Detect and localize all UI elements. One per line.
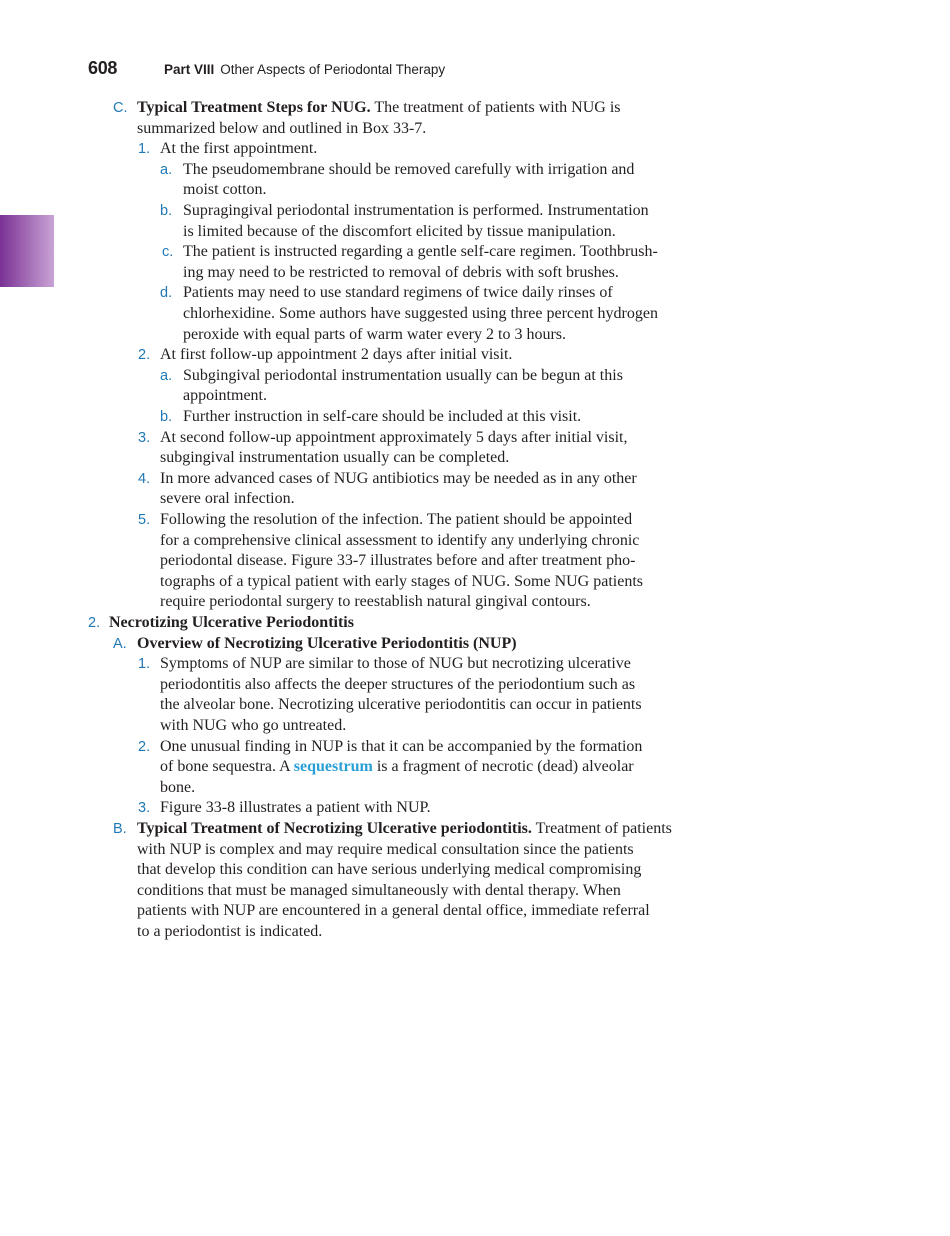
body-text: Patients may need to use standard regimens of twice daily rinses of bbox=[183, 284, 613, 302]
list-marker: C. bbox=[113, 100, 128, 116]
body-text: chlorhexidine. Some authors have suggested using three percent hydrogen bbox=[183, 305, 658, 322]
body-text: require periodontal surgery to reestablish natural gingival contours. bbox=[160, 593, 591, 611]
list-item bbox=[0, 798, 950, 819]
text-line bbox=[0, 551, 950, 572]
list-marker: b. bbox=[160, 409, 173, 425]
body-text: subgingival instrumentation usually can be completed. bbox=[160, 449, 510, 467]
text-line bbox=[0, 386, 950, 407]
part-title-text: Other Aspects of Periodontal Therapy bbox=[220, 62, 446, 77]
list-item bbox=[0, 428, 950, 449]
sub-list-item bbox=[0, 160, 950, 181]
body-text: the alveolar bone. Necrotizing ulcerative periodontitis can occur in patients bbox=[160, 696, 642, 714]
list-marker: a. bbox=[160, 367, 173, 384]
body-text: The pseudomembrane should be removed carefully with irrigation and bbox=[183, 160, 635, 178]
body-text: with NUG who go untreated. bbox=[160, 717, 347, 734]
body-text: summarized below and outlined in Box 33-7. bbox=[137, 119, 427, 137]
part-title bbox=[164, 62, 445, 77]
subsection-heading: Typical Treatment of Necrotizing Ulcerative periodontitis. bbox=[137, 820, 532, 837]
list-item bbox=[0, 510, 950, 531]
body-text: Supragingival periodontal instrumentation is performed. Instrumentation bbox=[183, 202, 649, 219]
text-line bbox=[0, 325, 950, 346]
list-marker: 4. bbox=[138, 470, 151, 487]
list-item bbox=[0, 469, 950, 490]
text-line bbox=[0, 675, 950, 696]
section-2-heading-line bbox=[0, 613, 950, 634]
list-item bbox=[0, 139, 950, 160]
body-text: One unusual finding in NUP is that it can be accompanied by the formation bbox=[160, 737, 643, 755]
body-text: severe oral infection. bbox=[160, 490, 295, 508]
text-line bbox=[0, 304, 950, 325]
text-line bbox=[0, 180, 950, 201]
sub-list-item bbox=[0, 407, 950, 428]
page-number: 608 bbox=[88, 58, 118, 78]
body-text: Further instruction in self-care should be included at this visit. bbox=[183, 408, 582, 425]
body-text: The treatment of patients with NUG is bbox=[370, 99, 621, 116]
list-marker: 1. bbox=[138, 141, 151, 158]
text-line bbox=[0, 922, 950, 943]
body-text: At first follow-up appointment 2 days after initial visit. bbox=[160, 346, 513, 364]
part-label: Part VIII bbox=[164, 62, 215, 77]
text-line bbox=[0, 860, 950, 881]
list-marker: b. bbox=[160, 203, 173, 219]
list-item bbox=[0, 654, 950, 675]
list-marker: B. bbox=[113, 821, 127, 837]
text-line bbox=[0, 263, 950, 284]
list-marker: 3. bbox=[138, 429, 151, 446]
body-text: Symptoms of NUP are similar to those of NUG but necrotizing ulcerative bbox=[160, 655, 631, 673]
body-text: In more advanced cases of NUG antibiotics may be needed as in any other bbox=[160, 469, 637, 487]
text-line bbox=[0, 119, 950, 140]
sub-list-item bbox=[0, 366, 950, 387]
list-marker: 2. bbox=[138, 738, 151, 755]
body-text: Subgingival periodontal instrumentation usually can be begun at this bbox=[183, 366, 623, 384]
subsection-heading: Overview of Necrotizing Ulcerative Periodontitis (NUP) bbox=[137, 634, 517, 652]
body-text: with NUP is complex and may require medical consultation since the patients bbox=[137, 840, 634, 858]
text-line bbox=[0, 901, 950, 922]
section-c-heading-line bbox=[0, 98, 950, 119]
list-marker: d. bbox=[160, 285, 173, 302]
body-text: is limited because of the discomfort elicited by tissue manipulation. bbox=[183, 222, 616, 240]
body-text: ing may need to be restricted to removal of debris with soft brushes. bbox=[183, 263, 619, 281]
running-header bbox=[88, 58, 446, 79]
text-line bbox=[0, 592, 950, 613]
list-marker: 3. bbox=[138, 800, 151, 817]
body-text: At the first appointment. bbox=[160, 140, 318, 158]
body-text: that develop this condition can have serious underlying medical compromising bbox=[137, 861, 642, 879]
text-line bbox=[0, 840, 950, 861]
text-line bbox=[0, 716, 950, 737]
body-text: tographs of a typical patient with early stages of NUG. Some NUG patients bbox=[160, 572, 643, 590]
text-line bbox=[0, 572, 950, 593]
glossary-term-link[interactable]: sequestrum bbox=[293, 758, 373, 776]
list-marker: 1. bbox=[138, 656, 151, 673]
body-text: conditions that must be managed simultaneously with dental therapy. When bbox=[137, 881, 621, 899]
section-heading: Necrotizing Ulcerative Periodontitis bbox=[109, 614, 354, 631]
text-line bbox=[0, 222, 950, 243]
body-text: peroxide with equal parts of warm water every 2 to 3 hours. bbox=[183, 325, 566, 343]
sub-list-item bbox=[0, 283, 950, 304]
body-text: moist cotton. bbox=[183, 181, 267, 199]
list-marker: c. bbox=[162, 244, 174, 261]
body-text: At second follow-up appointment approximately 5 days after initial visit, bbox=[160, 428, 628, 446]
text-line bbox=[0, 757, 950, 778]
sub-list-item bbox=[0, 242, 950, 263]
body-text: appointment. bbox=[183, 387, 267, 405]
body-text: patients with NUP are encountered in a general dental office, immediate referral bbox=[137, 902, 650, 920]
list-marker: 2. bbox=[88, 615, 101, 631]
list-item bbox=[0, 737, 950, 758]
body-text: Figure 33-8 illustrates a patient with NUP. bbox=[160, 799, 431, 817]
body-text: is a fragment of necrotic (dead) alveolar bbox=[372, 758, 634, 776]
body-text: bone. bbox=[160, 778, 196, 796]
text-line bbox=[0, 881, 950, 902]
subsection-a-heading-line bbox=[0, 634, 950, 655]
list-item bbox=[0, 345, 950, 366]
sub-list-item bbox=[0, 201, 950, 222]
list-marker: A. bbox=[113, 635, 127, 652]
list-marker: a. bbox=[160, 161, 173, 178]
body-text: periodontal disease. Figure 33-7 illustrates before and after treatment pho- bbox=[160, 552, 636, 570]
body-text: to a periodontist is indicated. bbox=[137, 923, 323, 940]
text-line bbox=[0, 531, 950, 552]
text-line bbox=[0, 448, 950, 469]
text-line bbox=[0, 778, 950, 799]
body-text: Treatment of patients bbox=[531, 820, 672, 837]
subsection-b-heading-line bbox=[0, 819, 950, 840]
text-line bbox=[0, 695, 950, 716]
body-text: periodontitis also affects the deeper structures of the periodontium such as bbox=[160, 675, 636, 693]
list-marker: 5. bbox=[138, 512, 151, 528]
list-marker: 2. bbox=[138, 347, 151, 364]
body-text: of bone sequestra. A bbox=[160, 758, 294, 776]
body-text: Following the resolution of the infection. The patient should be appointed bbox=[160, 511, 633, 528]
body-text: for a comprehensive clinical assessment to identify any underlying chronic bbox=[160, 531, 640, 549]
text-line bbox=[0, 489, 950, 510]
section-heading: Typical Treatment Steps for NUG. bbox=[137, 99, 371, 116]
body-text: The patient is instructed regarding a gentle self-care regimen. Toothbrush- bbox=[183, 243, 658, 261]
